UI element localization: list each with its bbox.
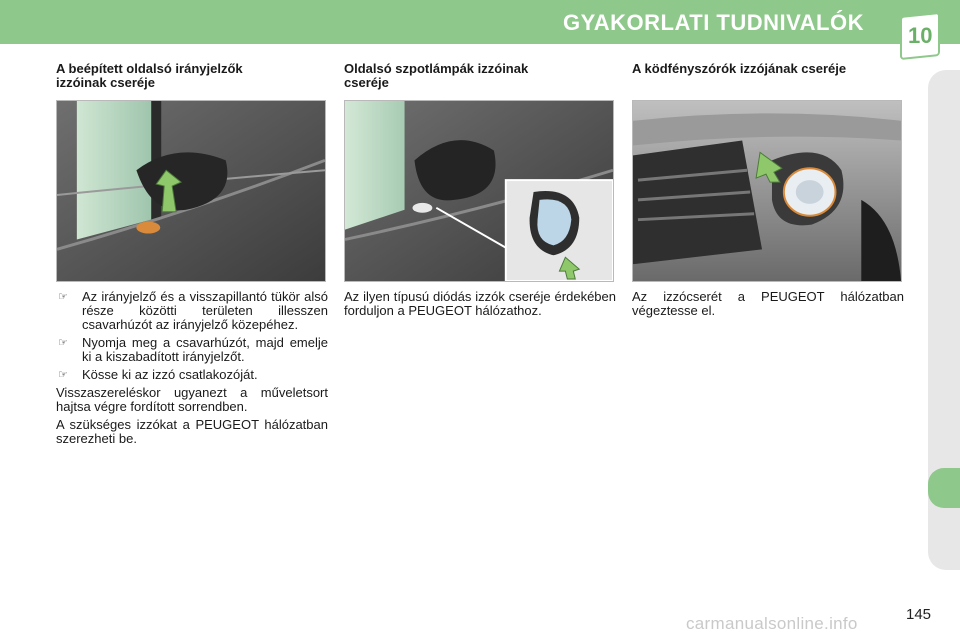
- section-fog-lamp: [632, 61, 904, 318]
- paragraph: Az ilyen típusú diódás izzók cseréje érdekében forduljon a PEUGEOT hálózathoz.: [344, 289, 616, 318]
- fog-lamp-photo: [632, 100, 902, 282]
- section-side-indicator: [56, 61, 328, 446]
- paragraph: A szükséges izzókat a PEUGEOT hálózatban szerezheti be.: [56, 417, 328, 446]
- paragraph: Az izzócserét a PEUGEOT hálózatban végeztesse el.: [632, 289, 904, 318]
- section-heading: Oldalsó szpotlámpák izzóinak cseréje: [344, 61, 529, 90]
- paragraph: Visszaszereléskor ugyanezt a műveletsort hajtsa végre fordított sorrendben.: [56, 385, 328, 414]
- chapter-badge: [900, 12, 940, 60]
- section-text: [344, 290, 616, 318]
- section-text: [632, 290, 904, 318]
- page-title: GYAKORLATI TUDNIVALÓK: [563, 10, 864, 35]
- pointing-hand-icon: ☞: [58, 291, 68, 303]
- section-side-spotlamp: [344, 61, 616, 318]
- section-heading: A beépített oldalsó irányjelzők izzóinak cseréje: [56, 61, 243, 90]
- pointing-hand-icon: ☞: [58, 369, 68, 381]
- list-item: ☞ Nyomja meg a csavarhúzót, majd emelje ki a kiszabadított irányjelzőt.: [58, 335, 328, 364]
- watermark: carmanualsonline.info: [686, 614, 858, 633]
- chapter-side-tab[interactable]: [928, 468, 960, 508]
- pointing-hand-icon: ☞: [58, 337, 68, 349]
- section-text: [56, 290, 328, 446]
- mirror-indicator-photo: [56, 100, 326, 282]
- list-item: ☞ Kösse ki az izzó csatlakozóját.: [58, 367, 258, 382]
- list-item: ☞ Az irányjelző és a visszapillantó tükör alsó része közötti területen illesszen csavarhúzót az irányjelző közepéhez.: [58, 289, 328, 332]
- chapter-number: 10: [907, 23, 933, 49]
- mirror-spotlamp-photo: [344, 100, 614, 282]
- section-heading: A ködfényszórók izzójának cseréje: [632, 61, 847, 76]
- page-number: 145: [906, 606, 932, 623]
